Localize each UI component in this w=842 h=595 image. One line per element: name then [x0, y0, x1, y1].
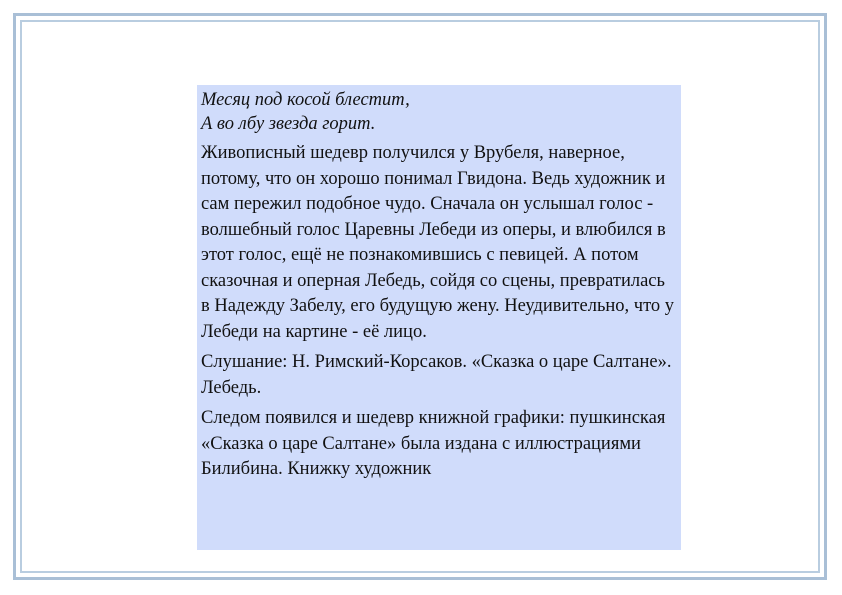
paragraph-vrubel: Живописный шедевр получился у Врубеля, наверное, потому, что он хорошо понимал Гвидона. Ведь художник и сам пережил подобное чудо. Сначала он услышал голос - волшебный голос Царевны Лебеди из оперы, и влюбился в этот голос, ещё не познакомившись с певицей. А потом сказочная и оперная Лебедь, сойдя со сцены, превратилась в Надежду Забелу, его будущую жену. Неудивительно, что у Лебеди на картине - её лицо. [201, 143, 675, 342]
paragraph-listening: Слушание: Н. Римский-Корсаков. «Сказка о царе Салтане». Лебедь. [201, 352, 672, 398]
paragraph-bilibin: Следом появился и шедевр книжной графики: пушкинская «Сказка о царе Салтане» была издана с иллюстрациями Билибина. Книжку художник [201, 408, 666, 479]
verse-line-1: Месяц под косой блестит, [201, 90, 410, 110]
slide-text-box [197, 85, 681, 550]
verse-line-2: А во лбу звезда горит. [201, 114, 376, 134]
poem-verse [201, 88, 677, 136]
